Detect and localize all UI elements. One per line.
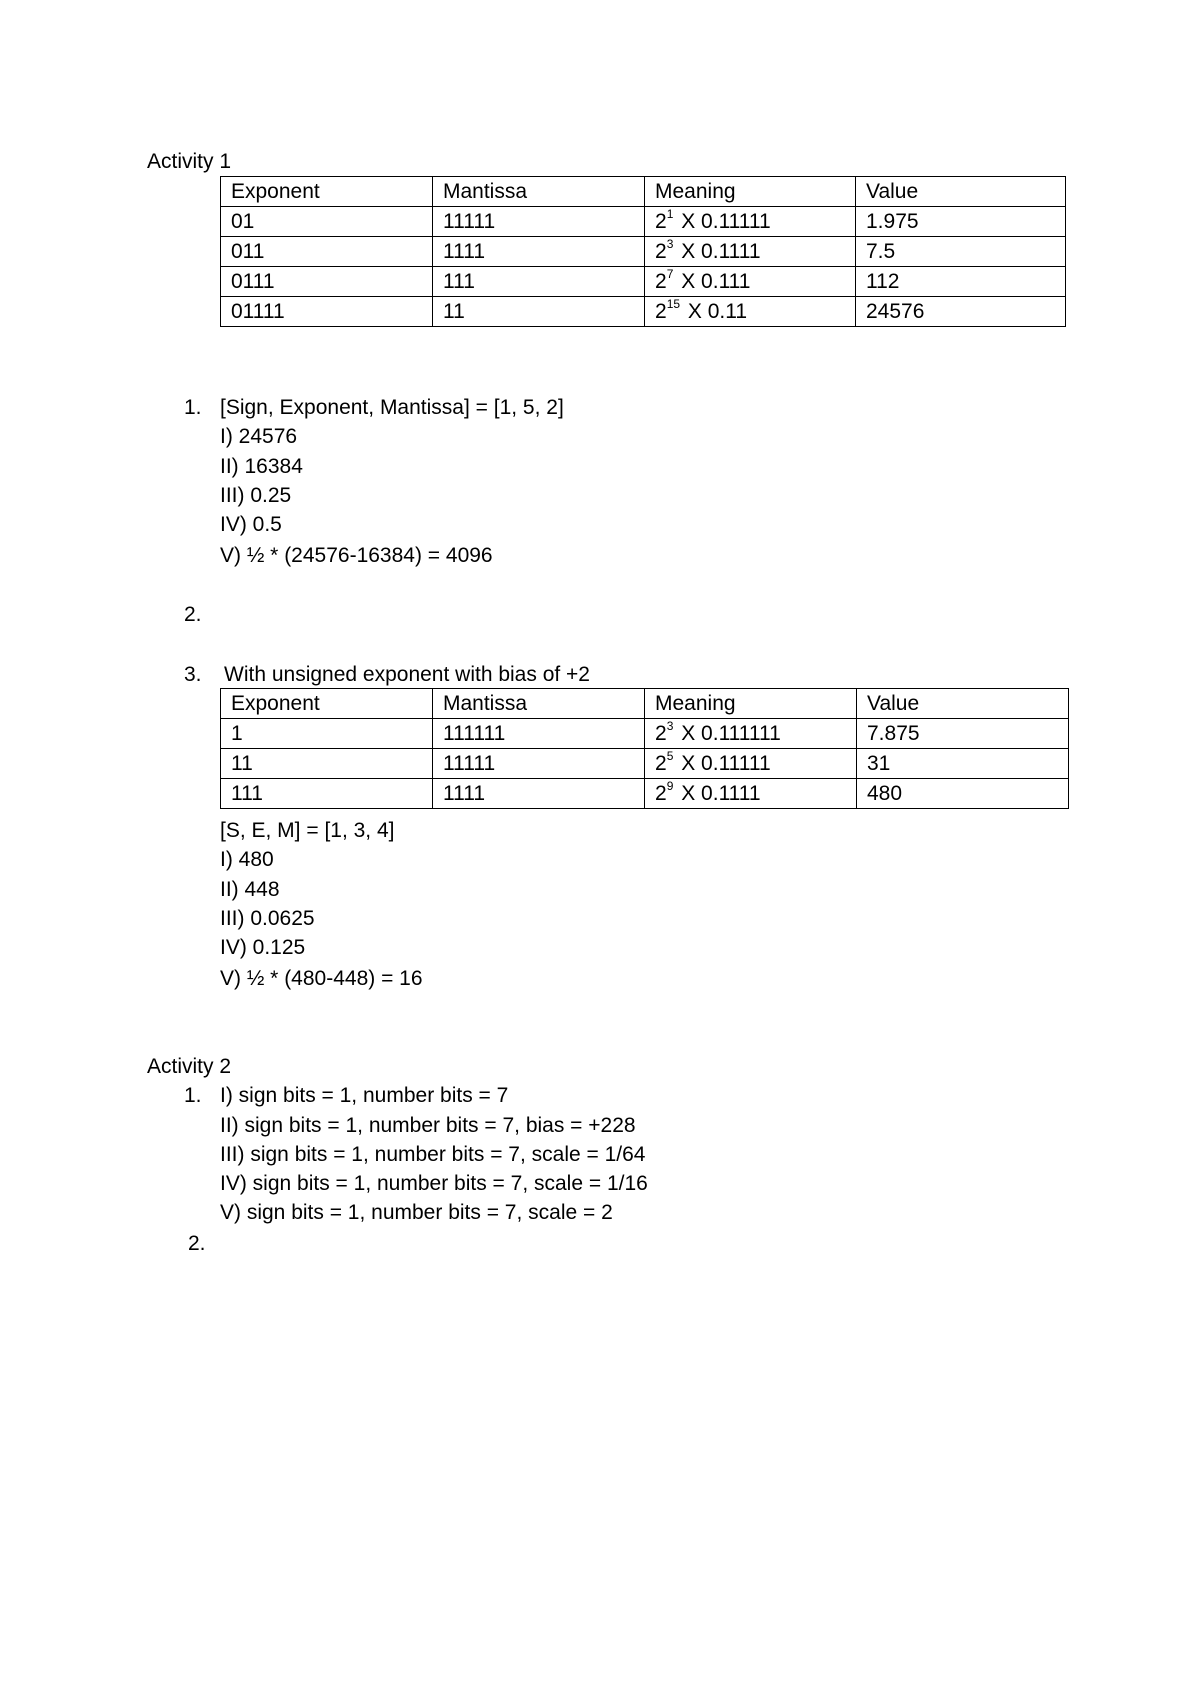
question-3-line: III) 0.0625: [220, 907, 315, 930]
activity-2-question-1-number: 1.: [184, 1084, 202, 1107]
activity-1-heading: Activity 1: [147, 150, 232, 173]
cell-mantissa: 1111: [433, 779, 645, 809]
table-row: [221, 779, 1069, 809]
cell-value: 112: [856, 267, 1066, 297]
question-1-line: III) 0.25: [220, 484, 292, 507]
question-1-line: II) 16384: [220, 455, 303, 478]
cell-exponent: 01111: [221, 297, 433, 327]
activity-2-question-1-line: I) sign bits = 1, number bits = 7: [220, 1084, 509, 1107]
question-2-number: 2.: [184, 603, 202, 626]
cell-meaning: $2^1$ X 0.11111: [645, 207, 856, 237]
table-row: [221, 267, 1066, 297]
header-exponent: Exponent: [221, 689, 433, 719]
cell-exponent: 1: [221, 719, 433, 749]
cell-meaning: $2^9$ X 0.1111: [645, 779, 857, 809]
question-1-line: IV) 0.5: [220, 513, 282, 536]
header-exponent: Exponent: [221, 177, 433, 207]
table-row: [221, 749, 1069, 779]
header-value: Value: [857, 689, 1069, 719]
header-mantissa: Mantissa: [433, 689, 645, 719]
activity-2-heading: Activity 2: [147, 1055, 232, 1078]
question-3-line: I) 480: [220, 848, 274, 871]
cell-mantissa: 11111: [433, 749, 645, 779]
question-1-line: I) 24576: [220, 425, 298, 448]
question-3-line: V) ½ * (480-448) = 16: [220, 967, 423, 990]
cell-exponent: 01: [221, 207, 433, 237]
activity-1-table: [220, 176, 1066, 327]
cell-meaning: $2^7$ X 0.111: [645, 267, 856, 297]
cell-value: 31: [857, 749, 1069, 779]
header-meaning: Meaning: [645, 177, 856, 207]
header-mantissa: Mantissa: [433, 177, 645, 207]
table-row: [221, 237, 1066, 267]
cell-value: 7.5: [856, 237, 1066, 267]
table-row: [221, 719, 1069, 749]
header-value: Value: [856, 177, 1066, 207]
cell-meaning: $2^3$ X 0.111111: [645, 719, 857, 749]
question-3-line: [S, E, M] = [1, 3, 4]: [220, 819, 395, 842]
activity-2-question-1-line: III) sign bits = 1, number bits = 7, scale = 1/64: [220, 1143, 646, 1166]
cell-meaning: $2^3$ X 0.1111: [645, 237, 856, 267]
question-3-line: II) 448: [220, 878, 280, 901]
cell-value: 24576: [856, 297, 1066, 327]
question-3-line: IV) 0.125: [220, 936, 306, 959]
cell-mantissa: 111: [433, 267, 645, 297]
cell-mantissa: 111111: [433, 719, 645, 749]
table-header-row: [221, 689, 1069, 719]
header-meaning: Meaning: [645, 689, 857, 719]
cell-mantissa: 1111: [433, 237, 645, 267]
activity-2-question-1-line: IV) sign bits = 1, number bits = 7, scale = 1/16: [220, 1172, 648, 1195]
cell-value: 480: [857, 779, 1069, 809]
table-row: [221, 207, 1066, 237]
cell-mantissa: 11111: [433, 207, 645, 237]
cell-mantissa: 11: [433, 297, 645, 327]
question-3-table: [220, 688, 1069, 809]
table-header-row: [221, 177, 1066, 207]
question-1-number: 1.: [184, 396, 202, 419]
cell-meaning: $2^5$ X 0.11111: [645, 749, 857, 779]
question-3-intro: With unsigned exponent with bias of +2: [224, 663, 590, 686]
question-3-number: 3.: [184, 663, 202, 686]
table-row: [221, 297, 1066, 327]
question-1-line: V) ½ * (24576-16384) = 4096: [220, 544, 493, 567]
activity-2-question-2-number: 2.: [188, 1232, 206, 1255]
question-1-line: [Sign, Exponent, Mantissa] = [1, 5, 2]: [220, 396, 564, 419]
cell-value: 1.975: [856, 207, 1066, 237]
cell-exponent: 111: [221, 779, 433, 809]
activity-2-question-1-line: V) sign bits = 1, number bits = 7, scale = 2: [220, 1201, 613, 1224]
cell-exponent: 011: [221, 237, 433, 267]
cell-meaning: $2^{15}$ X 0.11: [645, 297, 856, 327]
activity-2-question-1-line: II) sign bits = 1, number bits = 7, bias = +228: [220, 1114, 636, 1137]
cell-exponent: 11: [221, 749, 433, 779]
cell-value: 7.875: [857, 719, 1069, 749]
cell-exponent: 0111: [221, 267, 433, 297]
